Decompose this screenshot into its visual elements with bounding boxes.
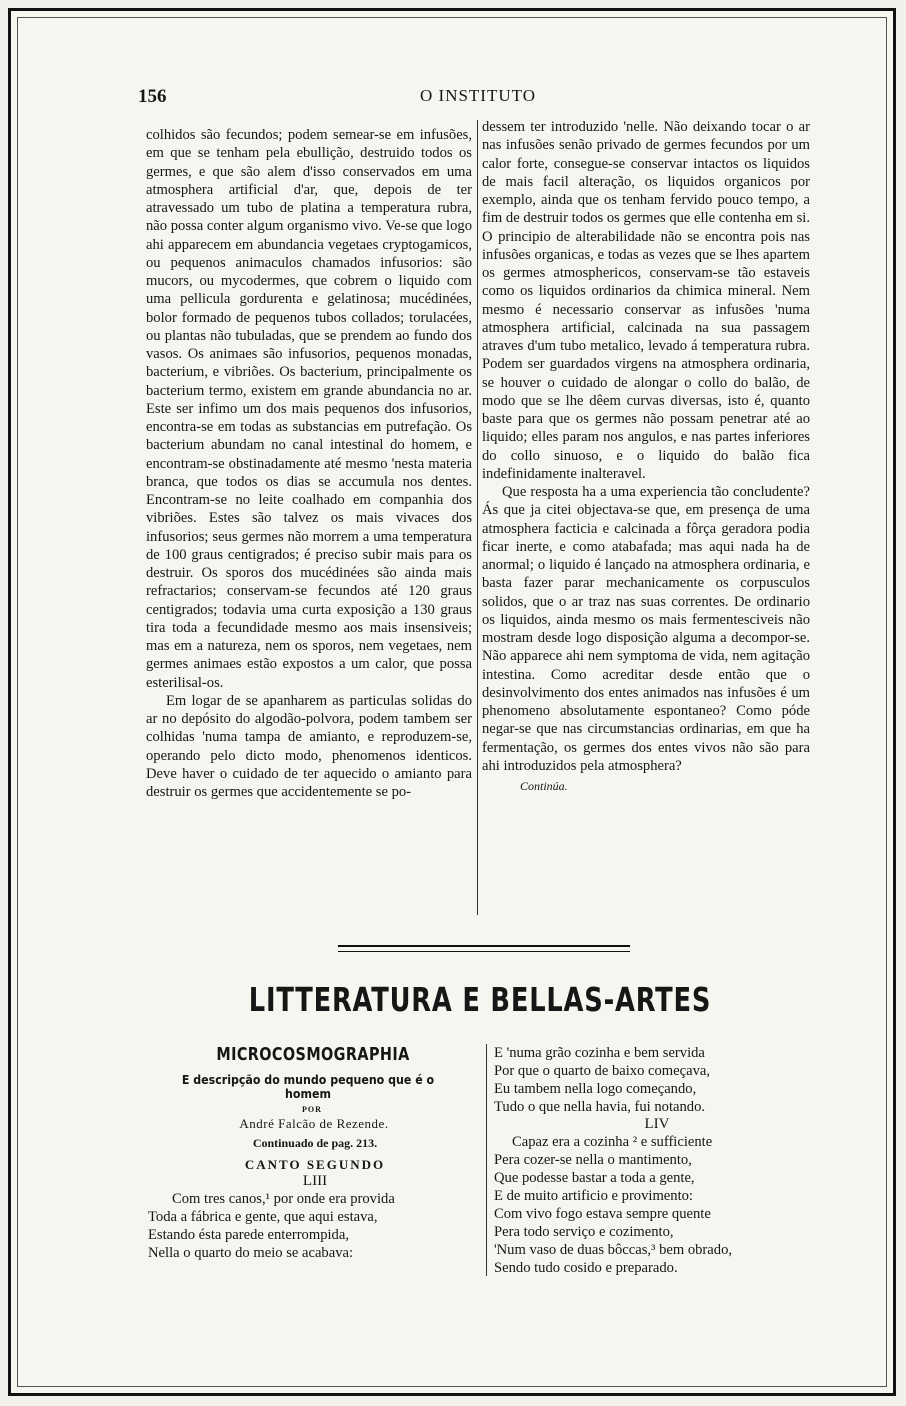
poem-author: André Falcão de Rezende. bbox=[239, 1116, 389, 1131]
verse-line: Que podesse bastar a toda a gente, bbox=[494, 1170, 695, 1186]
verse-line: Pera todo serviço e cozimento, bbox=[494, 1224, 674, 1240]
poem-column-divider bbox=[486, 1044, 487, 1276]
poem-by-label: POR bbox=[302, 1105, 322, 1114]
article-paragraph: Em logar de se apanharem as particulas solidas do ar no depósito do algodão-polvora, podem tambem ser colhidas 'numa tampa de amianto, e reproduzem-se, operando pelo dicto modo, phenomenos identicos. Deve haver o cuidado de ter aquecido o amianto para destruir os germes que accidentemente se po- bbox=[146, 692, 472, 800]
poem-subtitle: E descripção do mundo pequeno que é o homem bbox=[181, 1073, 435, 1101]
page-number: 156 bbox=[138, 86, 167, 107]
continued-note: Continúa. bbox=[520, 779, 568, 793]
poem-left-column bbox=[148, 1044, 468, 1262]
verse-line: Nella o quarto do meio se acabava: bbox=[148, 1245, 354, 1261]
article-paragraph: colhidos são fecundos; podem semear-se em infusões, em que se tenham pela ebullição, destruido todos os germes, e que são alem d'isso conservados em uma atmosphera artificial d'ar, que, depois de ter atravessado um tubo de platina a temperatura rubra, não possa conter algum organismo vivo. Ve-se que logo ahi apparecem em abundancia vegetaes cryptogamicos, ou pequenos animaculos chamados infusorios: são mucors, ou mycodermes, que cobrem o liquido com uma pellicula gordurenta e gelatinosa; mucédinées, bolor formado de pequenos tubos collados; torulacées, ou plantas não tubuladas, que se prendem ao fundo dos vasos. Os animaes são infusorios, pequenos monadas, bacterium, e vibriões. Os bacterium, principalmente os bacterium termo, existem em grande abundancia no ar. Este ser infimo um dos mais pequenos dos infusorios, encontra-se em todas as substancias em putrefação. Os bacterium abundam no canal intestinal do homem, e encontram-se obstinadamente até mesmo 'nesta materia branca, que todos os dias se accumula nos dentes. Encontram-se no leite coalhado em companhia dos vibriões. Estes são talvez os mais vivaces dos infusorios; seus germes não morrem a uma temperatura de 100 graus centigrados; é preciso subir mais para os destruir. Os sporos dos mucédinées são ainda mais refractarios; conservam-se fecundos até 120 graus centigrados; todavia uma curta exposição a 130 graus tira toda a fecundidade mesmo aos mais insensiveis; mas em a natureza, nem os sporos, nem vegetaes, nem germes animaes estão expostos a um calor, que possa esterilisal-os. bbox=[146, 127, 472, 691]
canto-heading: CANTO SEGUNDO bbox=[244, 1157, 386, 1172]
verse-line: Toda a fábrica e gente, que aqui estava, bbox=[148, 1209, 378, 1225]
poem-title: MICROCOSMOGRAPHIA bbox=[216, 1044, 410, 1065]
verse-line: Por que o quarto de baixo começava, bbox=[494, 1063, 710, 1079]
article-paragraph: dessem ter introduzido 'nelle. Não deixando tocar o ar nas infusões senão privado de germes fecundos por um calor forte, consegue-se conservar intactos os liquidos de mais facil alteração, os liquidos organicos por exemplo, ainda que os tenham fervido pouco tempo, a fim de destruir todos os germes que elle contenha em si. O principio de alterabilidade não se encontra pois nas infusões organicas, e todas as vezes que se lhes apartem os germes atmosphericos, conservam-se tão estaveis como os liquidos ordinarios da chimica mineral. Nem mesmo é necessario conservar as infusões 'numa atmosphera artificial, calcinada na sua passagem atraves d'um tubo metalico, levado á temperatura rubra. Podem ser guardados virgens na atmosphera ordinaria, se houver o cuidado de alongar o collo do balão, de modo que se lhe dêem curvas diversas, isto é, quanto baste para que os germes não possam penetrar até ao liquido; elles param nos angulos, e nas partes inferiores do collo sinuoso, e o liquido do balão fica indefinidamente inalteravel. bbox=[482, 119, 810, 482]
article-paragraph: Que resposta ha a uma experiencia tão concludente? Ás que ja citei objectava-se que, em presença de uma atmosphera facticia e calcinada a fôrça geradora podia ficar inerte, e como atabafada; mas aqui nada ha de anormal; o liquido é lançado na atmosphera ordinaria, e basta fazer parar mechanicamente os corpusculos solidos, que o ar traz nas suas correntes. De ordinario os liquidos, ainda mesmo os mais fermentesciveis não mostram desde logo disposição alguma a decompor-se. Não apparece ahi nem symptoma de vida, nem agitação intestina. Como acreditar desde então que o desinvolvimento dos entes animados nas infusões é um phenomeno absolutamente espontaneo? Como póde negar-se que nas circumstancias ordinarias, em que ha fermentação, os germes dos entes vivos não são para ahi introduzidos pela atmosphera? bbox=[482, 484, 810, 774]
verse-line: Com vivo fogo estava sempre quente bbox=[494, 1206, 711, 1222]
poem-right-column bbox=[494, 1044, 820, 1277]
verse-line: Pera cozer-se nella o mantimento, bbox=[494, 1152, 692, 1168]
verse-line: E de muito artificio e provimento: bbox=[494, 1188, 693, 1204]
journal-title: O INSTITUTO bbox=[420, 86, 536, 105]
section-divider bbox=[338, 945, 630, 952]
verse-line: Sendo tudo cosido e preparado. bbox=[494, 1260, 678, 1276]
article-right-column bbox=[482, 118, 810, 918]
stanza-number: LIV bbox=[644, 1116, 670, 1132]
verse-line: Estando ésta parede enterrompida, bbox=[148, 1227, 349, 1243]
poem-continued-note: Continuado de pag. 213. bbox=[252, 1136, 378, 1150]
article-left-column bbox=[146, 126, 472, 916]
verse-line: Capaz era a cozinha ² e sufficiente bbox=[512, 1134, 713, 1150]
page-header bbox=[138, 86, 818, 110]
verse-line: E 'numa grão cozinha e bem servida bbox=[494, 1045, 705, 1061]
stanza-number: LIII bbox=[302, 1173, 328, 1189]
verse-line: Tudo o que nella havia, fui notando. bbox=[494, 1099, 706, 1115]
column-divider bbox=[477, 120, 478, 915]
section-title: LITTERATURA E BELLAS-ARTES bbox=[248, 980, 712, 1019]
verse-line: 'Num vaso de duas bôccas,³ bem obrado, bbox=[494, 1242, 733, 1258]
verse-line: Com tres canos,¹ por onde era provida bbox=[172, 1191, 395, 1207]
verse-line: Eu tambem nella logo começando, bbox=[494, 1081, 697, 1097]
